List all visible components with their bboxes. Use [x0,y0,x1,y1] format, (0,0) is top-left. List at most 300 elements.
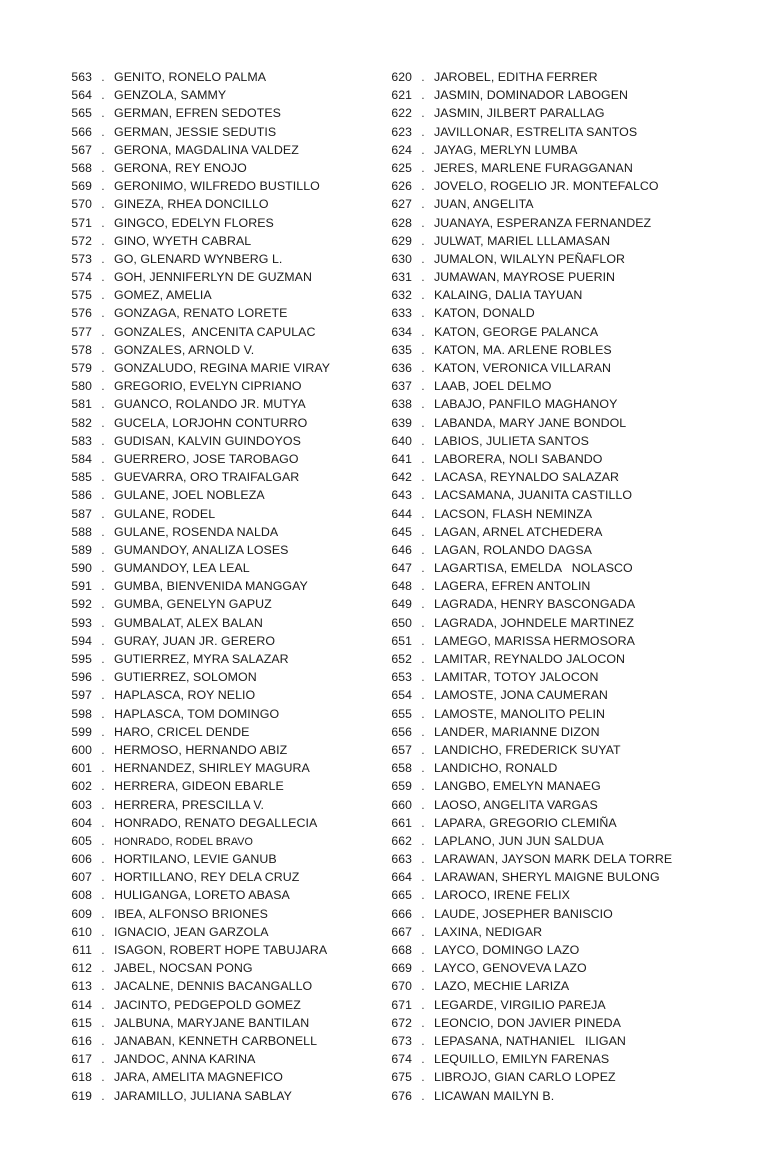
roster-entry [58,1050,378,1068]
entry-separator: . [421,1088,425,1103]
entry-separator: . [101,524,105,539]
roster-entry [58,723,378,741]
roster-entry [58,395,378,413]
roster-entry [58,686,378,704]
roster-entry [378,705,718,723]
entry-number: 626 [391,179,412,194]
roster-entry [58,86,378,104]
roster-columns [0,68,768,1105]
entry-name: GENITO, RONELO PALMA [114,70,267,84]
entry-name: GUMBA, BIENVENIDA MANGGAY [114,579,308,594]
entry-separator: . [421,124,425,139]
entry-number: 570 [71,197,92,212]
entry-number: 650 [391,615,412,630]
entry-separator: . [101,270,105,285]
entry-name: LAMEGO, MARISSA HERMOSORA [434,633,635,648]
entry-name: GERONIMO, WILFREDO BUSTILLO [114,179,320,194]
entry-name: LAGAN, ARNEL ATCHEDERA [434,524,603,539]
entry-separator: . [421,943,425,957]
entry-name: HONRADO, RENATO DEGALLECIA [114,815,318,830]
entry-name: LABAJO, PANFILO MAGHANOY [434,397,618,412]
entry-name: LANGBO, EMELYN MANAEG [434,779,601,794]
roster-entry [378,359,718,377]
entry-name: LANDICHO, FREDERICK SUYAT [434,742,621,757]
entry-name: JALBUNA, MARYJANE BANTILAN [114,1015,310,1030]
entry-number: 624 [391,142,412,157]
roster-entry [378,595,718,613]
entry-name: GUMBALAT, ALEX BALAN [114,615,263,630]
entry-name: LAGARTISA, EMELDA NOLASCO [434,561,633,576]
entry-number: 630 [391,251,412,266]
entry-separator: . [421,470,425,485]
entry-separator: . [421,724,425,739]
entry-separator: . [101,779,105,794]
entry-number: 632 [391,288,412,303]
entry-name: HERRERA, PRESCILLA V. [114,797,265,812]
entry-separator: . [421,179,425,194]
roster-entry [58,1087,378,1105]
roster-entry [378,1087,718,1105]
entry-name: LAYCO, GENOVEVA LAZO [434,961,587,976]
entry-name: HORTILLANO, REY DELA CRUZ [114,870,300,885]
entry-number: 645 [391,524,412,539]
entry-name: LAMITAR, TOTOY JALOCON [434,670,599,685]
roster-entry [58,195,378,213]
entry-name: LAOSO, ANGELITA VARGAS [434,797,598,812]
roster-entry [378,905,718,923]
roster-entry [378,377,718,395]
entry-number: 600 [71,742,92,757]
roster-entry [378,177,718,195]
entry-number: 589 [71,542,92,557]
roster-entry [378,286,718,304]
entry-separator: . [421,506,425,521]
entry-separator: . [421,251,425,266]
entry-separator: . [101,324,105,339]
entry-name: GINGCO, EDELYN FLORES [114,215,274,230]
entry-separator: . [421,451,425,466]
roster-entry [58,505,378,523]
entry-number: 584 [71,451,92,466]
roster-entry [58,559,378,577]
entry-number: 659 [391,779,412,794]
entry-name: GULANE, ROSENDA NALDA [114,524,279,539]
entry-name: KATON, DONALD [434,306,535,321]
entry-name: JABEL, NOCSAN PONG [114,961,253,976]
entry-number: 675 [391,1070,412,1085]
roster-entry [378,268,718,286]
entry-name: GREGORIO, EVELYN CIPRIANO [114,379,302,394]
entry-name: JUMALON, WILALYN PEÑAFLOR [434,251,626,266]
entry-number: 674 [391,1052,412,1067]
entry-number: 578 [71,342,92,357]
roster-entry [378,541,718,559]
entry-number: 639 [391,415,412,430]
entry-name: GUCELA, LORJOHN CONTURRO [114,415,308,430]
roster-entry [378,486,718,504]
entry-number: 629 [391,233,412,248]
roster-entry [58,850,378,868]
entry-name: LEONCIO, DON JAVIER PINEDA [434,1015,621,1030]
entry-separator: . [421,797,425,812]
entry-number: 671 [391,997,412,1012]
entry-separator: . [101,670,105,685]
entry-number: 620 [391,70,412,84]
entry-number: 661 [391,815,412,830]
entry-name: JUMAWAN, MAYROSE PUERIN [434,270,616,285]
entry-separator: . [101,160,105,175]
roster-entry [378,468,718,486]
entry-name: JACINTO, PEDGEPOLD GOMEZ [114,997,301,1012]
entry-name: LAAB, JOEL DELMO [434,379,552,394]
entry-number: 663 [391,852,412,867]
roster-entry [58,1014,378,1032]
entry-separator: . [101,88,105,103]
roster-entry [58,68,378,86]
entry-name: LAPLANO, JUN JUN SALDUA [434,833,604,848]
entry-name: JULWAT, MARIEL LLLAMASAN [434,233,611,248]
roster-entry [58,523,378,541]
entry-number: 613 [71,979,92,994]
entry-number: 563 [71,70,92,84]
entry-name: JUANAYA, ESPERANZA FERNANDEZ [434,215,652,230]
entry-number: 642 [391,470,412,485]
roster-entry [378,414,718,432]
roster-entry [58,1068,378,1086]
roster-entry [58,432,378,450]
entry-name: GURAY, JUAN JR. GERERO [114,633,276,648]
roster-entry [58,341,378,359]
entry-name: GENZOLA, SAMMY [114,88,227,103]
entry-separator: . [421,652,425,666]
entry-number: 666 [391,906,412,921]
entry-separator: . [421,779,425,794]
entry-number: 603 [71,797,92,812]
roster-entry [378,214,718,232]
roster-entry [58,705,378,723]
entry-number: 605 [71,833,92,848]
entry-name: GUEVARRA, ORO TRAIFALGAR [114,470,300,485]
entry-number: 601 [71,761,92,776]
entry-name: LACASA, REYNALDO SALAZAR [434,470,620,485]
entry-separator: . [101,288,105,303]
entry-separator: . [101,451,105,466]
roster-entry [378,432,718,450]
entry-number: 653 [391,670,412,685]
roster-entry [378,923,718,941]
entry-name: GUMANDOY, LEA LEAL [114,561,250,576]
entry-number: 583 [71,433,92,448]
entry-name: HULIGANGA, LORETO ABASA [114,888,290,903]
entry-number: 638 [391,397,412,412]
entry-number: 652 [391,652,412,666]
entry-name: JANDOC, ANNA KARINA [114,1052,256,1067]
roster-entry [378,195,718,213]
entry-separator: . [101,70,105,84]
roster-entry [378,523,718,541]
entry-separator: . [101,542,105,557]
entry-number: 594 [71,633,92,648]
roster-entry [58,414,378,432]
roster-entry [58,286,378,304]
roster-entry [378,1050,718,1068]
entry-number: 623 [391,124,412,139]
entry-separator: . [421,1033,425,1048]
roster-entry [378,959,718,977]
roster-entry [378,68,718,86]
entry-number: 565 [71,106,92,121]
entry-separator: . [101,197,105,212]
roster-entry [58,668,378,686]
roster-entry [58,450,378,468]
roster-entry [378,141,718,159]
entry-name: GERONA, MAGDALINA VALDEZ [114,142,299,157]
roster-entry [378,977,718,995]
entry-name: JOVELO, ROGELIO JR. MONTEFALCO [434,179,659,194]
entry-number: 602 [71,779,92,794]
entry-name: GULANE, JOEL NOBLEZA [114,488,265,503]
entry-separator: . [101,397,105,412]
roster-entry [378,850,718,868]
entry-number: 590 [71,561,92,576]
entry-number: 596 [71,670,92,685]
entry-separator: . [101,961,105,976]
entry-separator: . [101,470,105,485]
entry-separator: . [421,142,425,157]
roster-entry [378,450,718,468]
entry-number: 631 [391,270,412,285]
roster-entry [58,377,378,395]
entry-number: 669 [391,961,412,976]
roster-entry [378,1032,718,1050]
entry-number: 673 [391,1033,412,1048]
entry-separator: . [421,324,425,339]
entry-separator: . [101,342,105,357]
roster-entry [378,86,718,104]
roster-entry [378,1068,718,1086]
roster-entry [378,341,718,359]
roster-entry [378,868,718,886]
entry-separator: . [421,433,425,448]
entry-name: GONZALES, ANCENITA CAPULAC [114,324,316,339]
entry-name: LAGRADA, JOHNDELE MARTINEZ [434,615,635,630]
entry-number: 564 [71,88,92,103]
entry-name: LICAWAN MAILYN B. [434,1088,555,1103]
entry-separator: . [101,1070,105,1085]
roster-entry [378,996,718,1014]
roster-entry [378,632,718,650]
entry-name: LEQUILLO, EMILYN FARENAS [434,1052,610,1067]
entry-separator: . [421,1015,425,1030]
roster-entry [378,650,718,668]
entry-number: 656 [391,724,412,739]
roster-entry [58,632,378,650]
entry-name: GUANCO, ROLANDO JR. MUTYA [114,397,306,412]
roster-entry [378,395,718,413]
entry-number: 668 [391,943,412,957]
entry-separator: . [421,106,425,121]
roster-entry [378,1014,718,1032]
roster-entry [378,741,718,759]
entry-number: 611 [72,943,92,957]
entry-number: 574 [71,270,92,285]
entry-separator: . [101,924,105,939]
entry-separator: . [101,797,105,812]
entry-number: 593 [71,615,92,630]
entry-number: 598 [71,706,92,721]
entry-number: 579 [71,361,92,375]
entry-separator: . [421,160,425,175]
entry-name: JASMIN, DOMINADOR LABOGEN [434,88,629,103]
roster-entry [378,104,718,122]
entry-name: LABIOS, JULIETA SANTOS [434,433,589,448]
entry-number: 625 [391,160,412,175]
entry-number: 573 [71,251,92,266]
entry-separator: . [421,761,425,776]
roster-entry [58,777,378,795]
entry-name: IBEA, ALFONSO BRIONES [114,906,268,921]
entry-name: LAYCO, DOMINGO LAZO [434,943,580,957]
roster-entry [58,359,378,377]
entry-name: HERNANDEZ, SHIRLEY MAGURA [114,761,310,776]
roster-entry [58,323,378,341]
entry-number: 634 [391,324,412,339]
roster-column-right [378,68,718,1105]
entry-separator: . [421,524,425,539]
entry-number: 649 [391,597,412,612]
roster-entry [58,595,378,613]
entry-separator: . [421,706,425,721]
entry-number: 587 [71,506,92,521]
roster-entry [58,468,378,486]
entry-number: 576 [71,306,92,321]
entry-name: ISAGON, ROBERT HOPE TABUJARA [114,943,328,957]
entry-number: 591 [71,579,92,594]
entry-number: 572 [71,233,92,248]
roster-entry [378,323,718,341]
roster-entry [58,814,378,832]
entry-name: JARAMILLO, JULIANA SABLAY [114,1088,292,1103]
entry-separator: . [421,415,425,430]
entry-separator: . [421,888,425,903]
entry-separator: . [101,615,105,630]
entry-number: 567 [71,142,92,157]
entry-number: 575 [71,288,92,303]
entry-name: HORTILANO, LEVIE GANUB [114,852,277,867]
entry-number: 610 [71,924,92,939]
entry-name: GOH, JENNIFERLYN DE GUZMAN [114,270,312,285]
roster-entry [58,104,378,122]
entry-separator: . [421,924,425,939]
entry-name: LAUDE, JOSEPHER BANISCIO [434,906,613,921]
entry-number: 585 [71,470,92,485]
entry-name: GINO, WYETH CABRAL [114,233,252,248]
entry-name: GERONA, REY ENOJO [114,160,247,175]
entry-number: 566 [71,124,92,139]
entry-separator: . [101,652,105,666]
entry-name: GOMEZ, AMELIA [114,288,212,303]
entry-number: 581 [71,397,92,412]
entry-separator: . [101,561,105,576]
entry-separator: . [421,742,425,757]
entry-number: 618 [71,1070,92,1085]
entry-name: GUMBA, GENELYN GAPUZ [114,597,272,612]
roster-entry [58,159,378,177]
entry-name: LABANDA, MARY JANE BONDOL [434,415,627,430]
entry-name: IGNACIO, JEAN GARZOLA [114,924,269,939]
entry-separator: . [421,961,425,976]
entry-separator: . [101,124,105,139]
entry-separator: . [101,688,105,703]
roster-entry [58,577,378,595]
entry-name: GERMAN, EFREN SEDOTES [114,106,281,121]
roster-entry [378,559,718,577]
entry-number: 614 [71,997,92,1012]
roster-entry [58,650,378,668]
entry-number: 580 [71,379,92,394]
entry-name: JACALNE, DENNIS BACANGALLO [114,979,313,994]
entry-name: JAROBEL, EDITHA FERRER [434,70,598,84]
entry-number: 665 [391,888,412,903]
entry-separator: . [101,833,105,848]
entry-number: 676 [391,1088,412,1103]
roster-entry [378,832,718,850]
roster-entry [378,505,718,523]
entry-name: HAPLASCA, ROY NELIO [114,688,256,703]
entry-name: GUDISAN, KALVIN GUINDOYOS [114,433,301,448]
roster-entry [58,959,378,977]
entry-name: JAVILLONAR, ESTRELITA SANTOS [434,124,638,139]
entry-name: LAGERA, EFREN ANTOLIN [434,579,591,594]
roster-entry [58,941,378,959]
roster-entry [58,214,378,232]
entry-number: 644 [391,506,412,521]
entry-separator: . [101,215,105,230]
entry-name: LARAWAN, JAYSON MARK DELA TORRE [434,852,673,867]
roster-entry [58,177,378,195]
entry-separator: . [101,943,105,957]
roster-entry [378,777,718,795]
entry-number: 571 [71,215,92,230]
entry-number: 636 [391,361,412,375]
entry-separator: . [101,852,105,867]
entry-name: LAROCO, IRENE FELIX [434,888,570,903]
entry-name: JASMIN, JILBERT PARALLAG [434,106,605,121]
roster-entry [58,486,378,504]
entry-number: 654 [391,688,412,703]
entry-number: 658 [391,761,412,776]
roster-entry [58,905,378,923]
roster-entry [378,250,718,268]
roster-column-left [58,68,378,1105]
entry-separator: . [101,306,105,321]
entry-separator: . [101,815,105,830]
entry-separator: . [101,142,105,157]
entry-name: LAGAN, ROLANDO DAGSA [434,542,592,557]
entry-separator: . [101,888,105,903]
entry-separator: . [421,833,425,848]
entry-number: 617 [71,1052,92,1067]
roster-entry [378,668,718,686]
entry-name: JUAN, ANGELITA [434,197,534,212]
entry-name: GONZALES, ARNOLD V. [114,342,255,357]
entry-name: GUTIERREZ, MYRA SALAZAR [114,652,289,666]
entry-separator: . [101,361,105,375]
roster-entry [58,232,378,250]
entry-separator: . [101,742,105,757]
entry-name: KATON, GEORGE PALANCA [434,324,599,339]
entry-separator: . [101,761,105,776]
